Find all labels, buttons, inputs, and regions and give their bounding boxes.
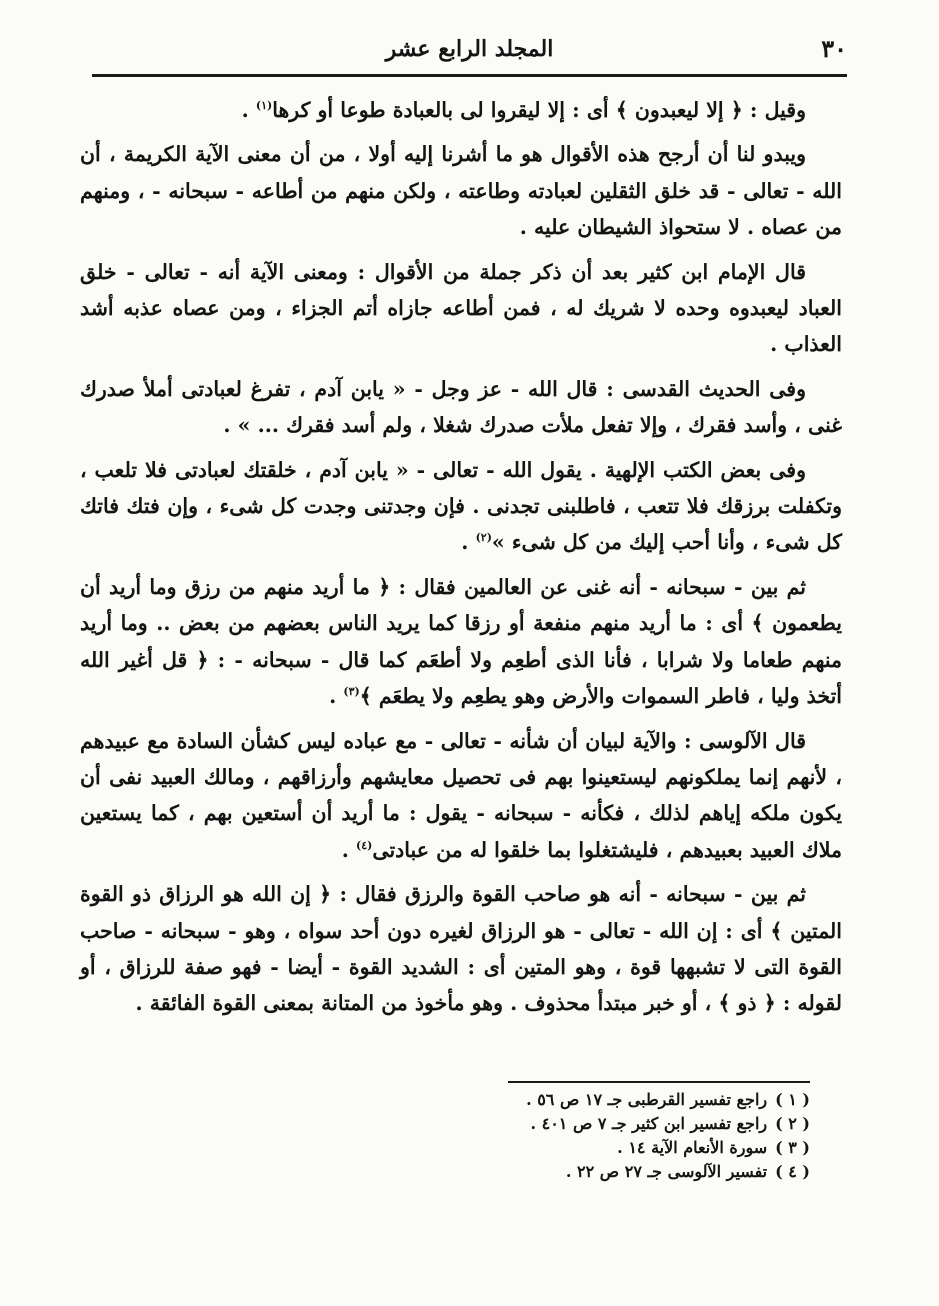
footnote-ref: (٢) <box>475 531 492 545</box>
paragraph-text: قال الآلوسى : والآية لبيان أن شأنه - تعالى - مع عباده ليس كشأن السادة مع عبيدهم ، لأنهم إنما يملكونهم ليستعينوا بهم فى تحصيل معايشهم وأرزاقهم ، ومالك العبيد نفى أن يكون ملكه إياهم لذلك ، فكأنه - سبحانه - يقول : ما أريد أن أستعين بهم ، كما يستعين ملاك العبيد بعبيدهم ، فليشتغلوا بما خلقوا له من عبادتى <box>80 728 842 862</box>
footnote-text: تفسير الآلوسى جـ ٢٧ ص ٢٢ . <box>565 1162 768 1181</box>
paragraph-tail: . <box>341 837 356 862</box>
paragraph <box>80 569 842 715</box>
footnote-text: سورة الأنعام الآية ١٤ . <box>617 1138 768 1157</box>
footnote <box>380 1160 810 1184</box>
footnote-number: ( ٢ ) <box>775 1114 810 1133</box>
footnote-number: ( ٤ ) <box>775 1162 810 1181</box>
footnote <box>380 1112 810 1136</box>
running-title: المجلد الرابع عشر <box>385 36 554 62</box>
paragraph-text: ثم بين - سبحانه - أنه هو صاحب القوة والرزق فقال : ﴿ إن الله هو الرزاق ذو القوة المتين ﴾ أى : إن الله - تعالى - هو الرزاق لغيره دون أحد سواه ، وهو - سبحانه - صاحب القوة التى لا تشبهها قوة ، وهو المتين أى : الشديد القوة - أيضا - فهو صفة للرزاق ، أو لقوله : ﴿ ذو ﴾ ، أو خبر مبتدأ محذوف . وهو مأخوذ من المتانة بمعنى القوة الفائقة . <box>80 882 842 1016</box>
paragraph <box>80 371 842 444</box>
paragraph <box>80 876 842 1022</box>
footnote-text: راجع تفسير ابن كثير جـ ٧ ص ٤٠١ . <box>530 1114 768 1133</box>
paragraph-tail: . <box>461 530 476 555</box>
paragraph <box>80 723 842 869</box>
footnote-ref: (١) <box>255 99 273 113</box>
paragraph-text: وقيل : ﴿ إلا ليعبدون ﴾ أى : إلا ليقروا لى بالعبادة طوعا أو كرها <box>272 98 806 122</box>
footnote-ref: (٣) <box>343 685 360 699</box>
paragraph-text: ثم بين - سبحانه - أنه غنى عن العالمين فقال : ﴿ ما أريد منهم من رزق وما أريد أن يطعمون ﴾ أى : ما أريد منهم منفعة أو رزقا كما يريد الناس بعضهم من بعض .. وما أريد منهم طعاما ولا شرابا ، فأنا الذى أطعِم ولا أطعَم كما قال - سبحانه - : ﴿ قل أغير الله أتخذ وليا ، فاطر السموات والأرض وهو يطعِم ولا يطعَم ﴾ <box>80 574 842 709</box>
paragraph-text: وفى الحديث القدسى : قال الله - عز وجل - « يابن آدم ، تفرغ لعبادتى أملأ صدرك غنى ، وأسد فقرك ، وإلا تفعل ملأت صدرك شغلا ، ولم أسد فقرك ... » . <box>80 376 842 438</box>
footnote-text: راجع تفسير القرطبى جـ ١٧ ص ٥٦ . <box>526 1090 768 1109</box>
paragraph <box>80 254 842 363</box>
footnote-number: ( ١ ) <box>775 1090 810 1109</box>
paragraph-text: قال الإمام ابن كثير بعد أن ذكر جملة من الأقوال : ومعنى الآية أنه - تعالى - خلق العباد ليعبدوه وحده لا شريك له ، فمن أطاعه جازاه أتم الجزاء ، ومن عصاه عذبه أشد العذاب . <box>80 259 842 357</box>
footnote-number: ( ٣ ) <box>775 1138 810 1157</box>
footnote-rule <box>508 1081 810 1083</box>
header-rule <box>92 74 847 77</box>
footnotes <box>380 1088 810 1184</box>
paragraph <box>80 136 842 245</box>
footnote-ref: (٤) <box>356 838 373 852</box>
main-text <box>80 92 842 1030</box>
paragraph-tail: . <box>241 98 256 122</box>
paragraph <box>80 92 842 128</box>
footnote <box>380 1136 810 1160</box>
page-number: ٣٠ <box>821 34 847 63</box>
paragraph-text: وفى بعض الكتب الإلهية . يقول الله - تعالى - « يابن آدم ، خلقتك لعبادتى فلا تلعب ، وتكفلت برزقك فلا تتعب ، فاطلبنى تجدنى . فإن وجدتنى وجدت كل شىء ، وإن فتك فاتك كل شىء ، وأنا أحب إليك من كل شىء » <box>80 457 842 555</box>
page-header <box>92 30 847 72</box>
footnote <box>380 1088 810 1112</box>
paragraph <box>80 452 842 561</box>
paragraph-text: ويبدو لنا أن أرجح هذه الأقوال هو ما أشرنا إليه أولا ، من أن معنى الآية الكريمة ، أن الله - تعالى - قد خلق الثقلين لعبادته وطاعته ، ولكن منهم من أطاعه - سبحانه - ، ومنهم من عصاه . لا ستحواذ الشيطان عليه . <box>80 142 842 240</box>
paragraph-tail: . <box>329 684 344 709</box>
